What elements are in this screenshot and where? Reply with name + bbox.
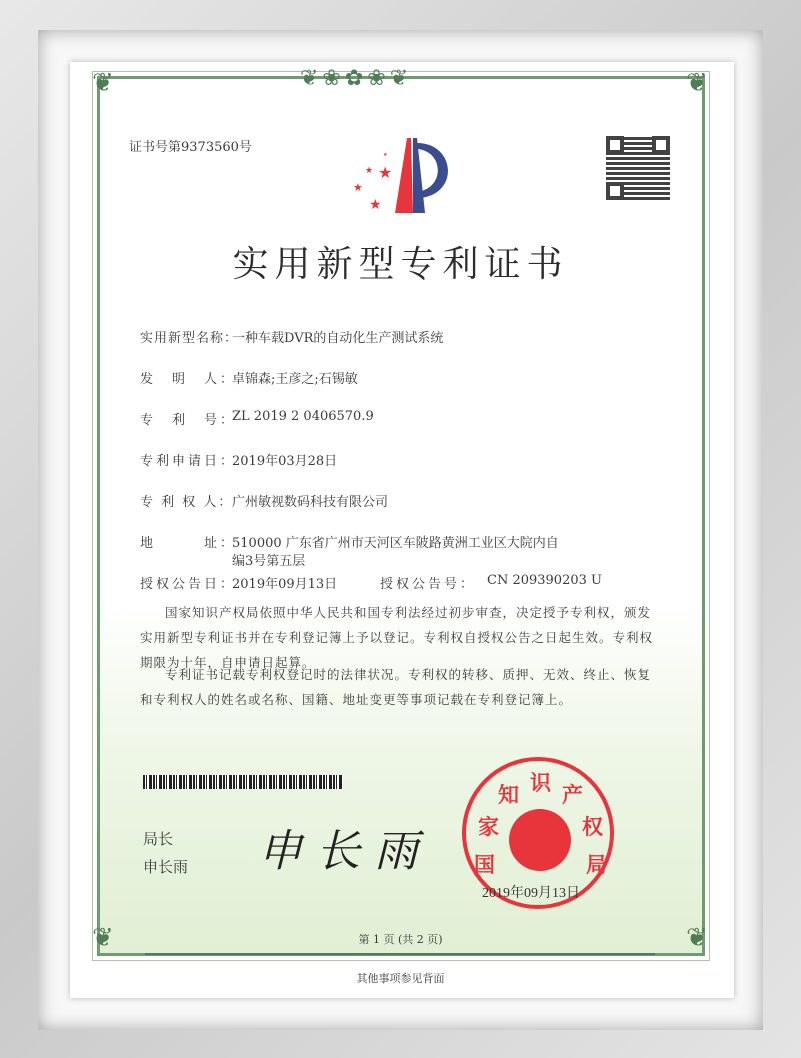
field-label: 授权公告号： (380, 577, 477, 592)
footer-note: 其他事项参见背面 (356, 972, 445, 985)
seal-date: 2019年09月13日 (482, 886, 580, 901)
barcode (143, 775, 343, 789)
grant-date: 2019年09月13日 (232, 577, 338, 592)
notice-paragraph: 国家知识产权局依照中华人民共和国专利法经过初步审查，决定授予专利权，颁发实用新型专利证书并在专利登记簿上予以登记。专利权自授权公告之日起生效。专利权期限为十年，自申请日起算。 (140, 605, 654, 670)
page-title: 实用新型专利证书 (232, 244, 569, 285)
address-line-2: 编3号第五层 (232, 554, 306, 569)
page-indicator: 第 1 页 (共 2 页) (358, 933, 443, 946)
corner-ornament-icon: ❦ (92, 923, 114, 953)
svg-text:★: ★ (365, 166, 374, 176)
notice-paragraph: 专利证书记载专利权登记时的法律状况。专利权的转移、质押、无效、终止、恢复和专利权人的姓名或名称、国籍、地址变更等事项记载在专利登记簿上。 (140, 667, 652, 707)
svg-text:★: ★ (353, 181, 363, 194)
director-name: 申长雨 (143, 858, 189, 876)
corner-ornament-icon: ❦ (92, 68, 114, 98)
patent-number: ZL 2019 2 0406570.9 (232, 409, 374, 424)
inventors: 卓锦森;王彦之;石锡敏 (232, 372, 358, 387)
field-label: 地 址： (140, 536, 237, 551)
cnipa-logo-icon (345, 133, 455, 218)
director-title: 局长 (143, 830, 174, 848)
certificate-number: 证书号第9373560号 (129, 140, 252, 155)
top-ornament-icon: ❦❀✿❀❦ (300, 66, 413, 91)
field-label: 专 利 号： (140, 413, 237, 428)
corner-ornament-icon: ❦ (686, 923, 708, 953)
patent-holder: 广州敏视数码科技有限公司 (232, 495, 389, 510)
director-signature: 申长雨 (258, 826, 432, 877)
application-date: 2019年03月28日 (232, 454, 338, 469)
utility-model-name: 一种车载DVR的自动化生产测试系统 (232, 331, 444, 346)
field-label: 专 利 权 人： (140, 495, 234, 510)
field-label: 实用新型名称： (140, 331, 239, 346)
national-emblem-icon (509, 809, 571, 871)
official-seal: 国 家 知 识 产 权 局 (462, 757, 614, 909)
grant-number: CN 209390203 U (487, 573, 602, 588)
field-label: 专利申请日： (140, 454, 237, 469)
field-label: 授权公告日： (140, 577, 237, 592)
corner-ornament-icon: ❦ (686, 68, 708, 98)
field-label: 发 明 人： (140, 372, 237, 387)
svg-text:★: ★ (369, 197, 382, 213)
address: 510000 广东省广州市天河区车陂路黄洲工业区大院内自 (232, 536, 559, 551)
divider (145, 953, 655, 955)
qr-code (606, 136, 670, 200)
svg-text:★: ★ (383, 152, 388, 158)
svg-text:★: ★ (378, 163, 393, 182)
